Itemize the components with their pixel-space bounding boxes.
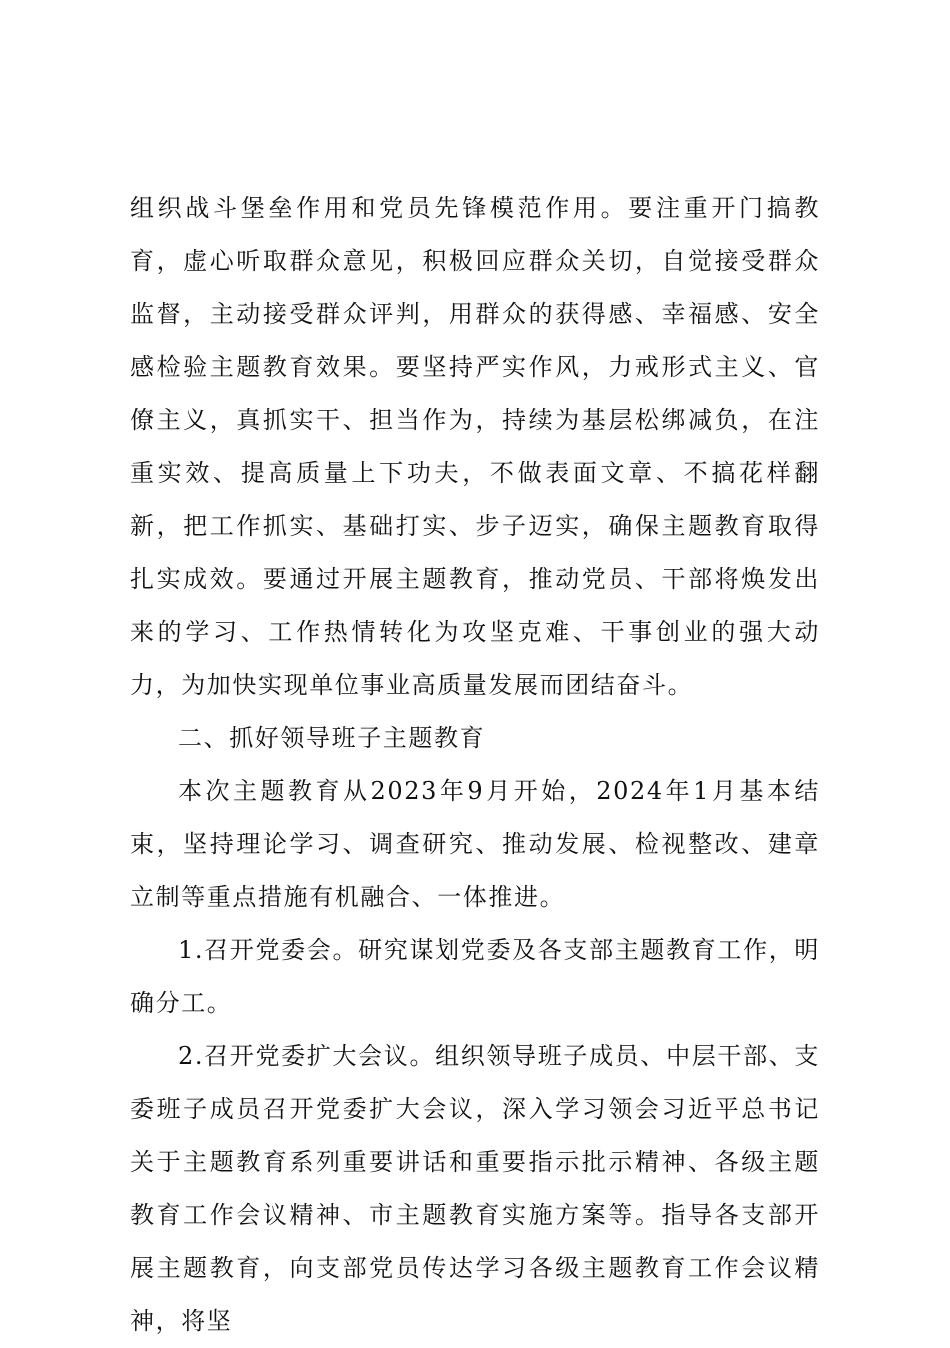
section-heading-2: 二、抓好领导班子主题教育	[178, 724, 486, 752]
body-paragraph-5: 2.召开党委扩大会议。组织领导班子成员、中层干部、支委班子成员召开党委扩大会议，深入学习领会习近平总书记关于主题教育系列重要讲话和重要指示批示精神、各级主题教育工作会议精神、市主题教育实施方案等。指导各支部开展主题教育，向支部党员传达学习各级主题教育工作会议精神，将坚	[130, 1042, 820, 1335]
body-paragraph-1: 组织战斗堡垒作用和党员先锋模范作用。要注重开门搞教育，虚心听取群众意见，积极回应群众关切，自觉接受群众监督，主动接受群众评判，用群众的获得感、幸福感、安全感检验主题教育效果。要坚持严实作风，力戒形式主义、官僚主义，真抓实干、担当作为，持续为基层松绑减负，在注重实效、提高质量上下功夫，不做表面文章、不搞花样翻新，把工作抓实、基础打实、步子迈实，确保主题教育取得扎实成效。要通过开展主题教育，推动党员、干部将焕发出来的学习、工作热情转化为攻坚克难、干事创业的强大动力，为加快实现单位事业高质量发展而团结奋斗。	[130, 194, 820, 699]
body-paragraph-4: 1.召开党委会。研究谋划党委及各支部主题教育工作，明确分工。	[130, 936, 820, 1017]
body-paragraph-3: 本次主题教育从2023年9月开始，2024年1月基本结束，坚持理论学习、调查研究、推动发展、检视整改、建章立制等重点措施有机融合、一体推进。	[130, 777, 820, 911]
document-body	[130, 182, 820, 1348]
